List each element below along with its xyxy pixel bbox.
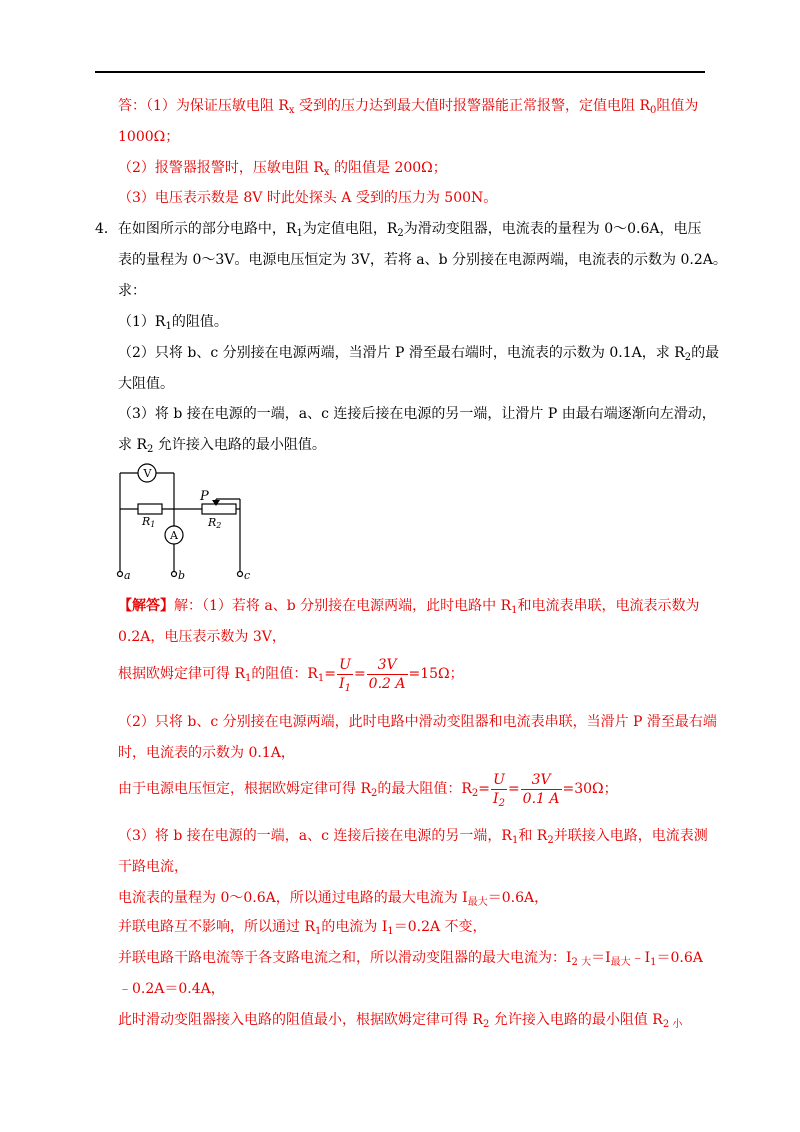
- voltmeter-label: V: [143, 467, 152, 480]
- solution-line-10: 并联电路互不影响，所以通过 $R_1$的电流为 $I_1=0.2A$ 不变，: [118, 919, 487, 937]
- solution-line-4: （2）只将 b、c 分别接在电源两端，此时电路中滑动变阻器和电流表串联，当滑片 P 滑至最右端: [118, 714, 717, 730]
- answer-line-3: （2）报警器报警时，压敏电阻 $R_x$ 的阻值是 200Ω；: [118, 160, 447, 178]
- terminal-b: [172, 572, 177, 577]
- fraction-u-over-i1: $\frac{U}{I_1}$: [339, 656, 351, 694]
- question-part-2: （2）只将 b、c 分别接在电源两端，当滑片 P 滑至最右端时，电流表的示数为 0.1A，求 $R_2$的最: [118, 345, 720, 363]
- solution-line-5: 时，电流表的示数为 0.1A，: [118, 745, 295, 761]
- slider-arrow-icon: [212, 500, 220, 506]
- fraction-3v-over-01a: $\frac{3V}{0.1 A}$: [522, 771, 560, 807]
- slider-label: P: [200, 489, 209, 504]
- fraction-3v-over-02a: $\frac{3V}{0.2 A}$: [368, 656, 406, 692]
- solution-line-13: 此时滑动变阻器接入电路的阻值最小，根据欧姆定律可得 $R_2$ 允许接入电路的最小阻值 $R_{2 小}$: [118, 1012, 683, 1030]
- question-line-2: 表的量程为 0～3V。电源电压恒定为 3V，若将 a、b 分别接在电源两端，电流表的示数为 0.2A。: [118, 252, 727, 268]
- solution-formula-r1: 根据欧姆定律可得 $R_1$的阻值：$R_1=$ $\frac{U}{I_1}$ = $\frac{3V}{0.2 A}$ =15Ω；: [118, 656, 464, 694]
- question-line-3: 求：: [118, 283, 146, 299]
- question-part-1: $(1)R_1$的阻值。: [118, 314, 228, 332]
- solution-line-8: 干路电流，: [118, 859, 188, 875]
- question-line-1: 4．在如图所示的部分电路中，$R_1$为定值电阻，$R_2$为滑动变阻器，电流表的量程为 0～0.6A，电压: [95, 221, 702, 239]
- solution-line-2: 0.2A，电压表示数为 3V，: [118, 629, 286, 645]
- solution-line-11: 并联电路干路电流等于各支路电流之和，所以滑动变阻器的最大电流为：$I_{2 大}=I_{最大}﹣I_1=0.6A$: [118, 950, 703, 968]
- question-part-3: （3）将 b 接在电源的一端，a、c 连接后接在电源的另一端，让滑片 P 由最右端逐渐向左滑动，: [118, 406, 716, 422]
- question-line-8: 求 $R_2$ 允许接入电路的最小阻值。: [118, 437, 326, 455]
- question-line-6: 大阻值。: [118, 376, 174, 392]
- circuit-diagram: [108, 458, 268, 583]
- fraction-u-over-i2: $\frac{U}{I_2}$: [493, 771, 505, 809]
- terminal-c: [238, 572, 243, 577]
- solution-line-9: 电流表的量程为 0～0.6A，所以通过电路的最大电流为 $I_{最大}=0.6A$，: [118, 890, 549, 908]
- ammeter-label: A: [170, 529, 178, 542]
- solution-line-1: 【解答】解：（1）若将 a、b 分别接在电源两端，此时电路中 $R_1$和电流表串联，电流表示数为: [118, 598, 700, 616]
- terminal-c-label: c: [244, 569, 251, 582]
- r2-resistor: [202, 504, 236, 514]
- answer-line-4: （3）电压表示数是 8V 时此处探头 A 受到的压力为 500N。: [118, 190, 498, 206]
- r1-label: R1: [142, 515, 156, 529]
- solution-formula-r2: 由于电源电压恒定，根据欧姆定律可得 $R_2$的最大阻值：$R_2=$ $\frac{U}{I_2}$ = $\frac{3V}{0.1 A}$ =30Ω；: [118, 771, 618, 809]
- terminal-b-label: b: [178, 569, 186, 582]
- terminal-a-label: a: [124, 569, 131, 582]
- solution-line-7: （3）将 b 接在电源的一端，a、c 连接后接在电源的另一端，$R_1$和 $R_2$并联接入电路，电流表测: [118, 828, 708, 846]
- r2-label: R2: [208, 516, 222, 530]
- r1-resistor: [138, 504, 162, 514]
- answer-line-2: 1000Ω；: [118, 129, 180, 145]
- answer-line-1: 答：（1）为保证压敏电阻 $R_x$ 受到的压力达到最大值时报警器能正常报警，定值电阻 $R_0$阻值为: [118, 98, 699, 116]
- solution-line-12: ﹣0.2A＝0.4A，: [118, 981, 225, 997]
- terminal-a: [118, 572, 123, 577]
- header-rule: [95, 71, 705, 73]
